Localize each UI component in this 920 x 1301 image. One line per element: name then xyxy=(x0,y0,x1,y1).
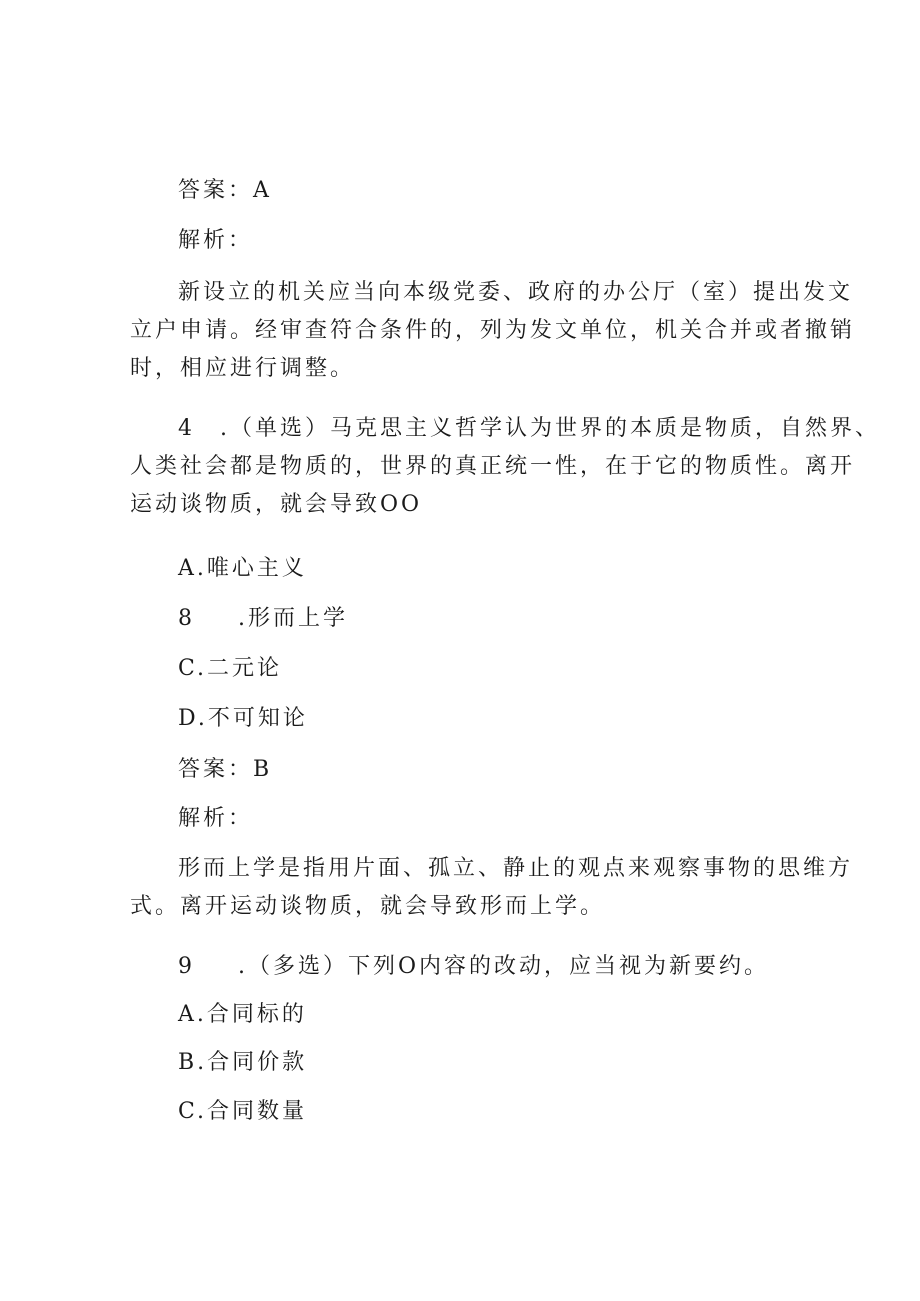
q4-option-b xyxy=(178,604,348,634)
q4-option-c: C.二元论 xyxy=(178,656,283,681)
q4-analysis-line: 式。离开运动谈物质，就会导致形而上学。 xyxy=(130,894,606,919)
q4-stem xyxy=(130,410,880,524)
q4-answer: 答案：B xyxy=(178,757,273,782)
q3-answer: 答案：A xyxy=(178,178,272,203)
q4-option-a: A.唯心主义 xyxy=(178,556,307,581)
q4-stem-line: 人类社会都是物质的，世界的真正统一性，在于它的物质性。离开 xyxy=(130,454,856,479)
q9-option-a: A.合同标的 xyxy=(178,1002,307,1027)
q9-option-c: C.合同数量 xyxy=(178,1099,308,1124)
q3-analysis-label: 解析： xyxy=(178,228,254,253)
q4-stem-line: 运动谈物质，就会导致OO xyxy=(130,492,423,517)
q9-option-b: B.合同价款 xyxy=(178,1050,308,1075)
q9-stem-text: .（多选）下列O内容的改动，应当视为新要约。 xyxy=(238,954,770,979)
q4-option-b-number: 8 xyxy=(178,606,195,631)
q3-analysis-text xyxy=(130,274,856,388)
q4-analysis-line: 形而上学是指用片面、孤立、静止的观点来观察事物的思维方 xyxy=(178,856,854,881)
q3-analysis-line: 时，相应进行调整。 xyxy=(130,356,356,381)
q4-analysis-text xyxy=(130,850,854,926)
q3-analysis-line: 立户申请。经审查符合条件的，列为发文单位，机关合并或者撤销 xyxy=(130,318,856,343)
q3-analysis-line: 新设立的机关应当向本级党委、政府的办公厅（室）提出发文 xyxy=(178,280,854,305)
q4-stem-line: 4 .（单选）马克思主义哲学认为世界的本质是物质，自然界、 xyxy=(178,416,880,441)
q4-option-d: D.不可知论 xyxy=(178,706,308,731)
q9-stem xyxy=(178,952,769,982)
q9-number: 9 xyxy=(178,954,195,979)
q4-analysis-label: 解析： xyxy=(178,806,254,831)
q4-option-b-text: .形而上学 xyxy=(238,606,348,631)
